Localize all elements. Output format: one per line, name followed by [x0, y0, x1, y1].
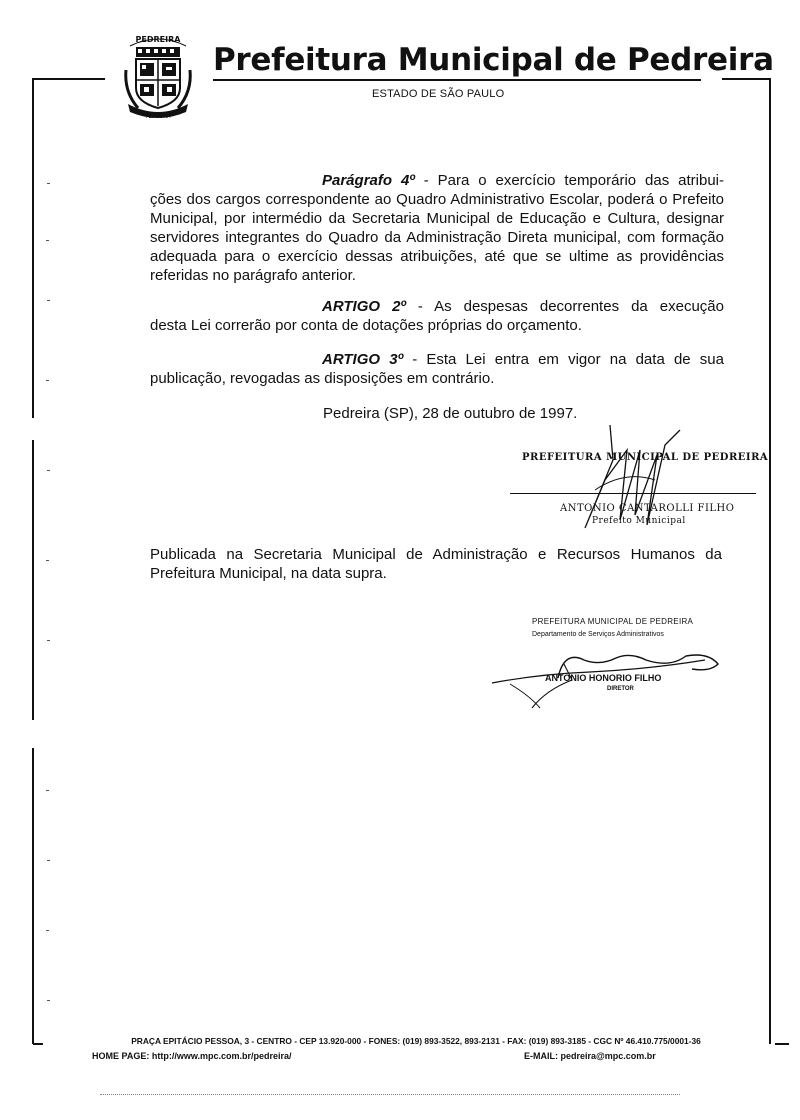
signature-2-name: ANTONIO HONORIO FILHO — [545, 673, 662, 683]
paragraph-4-heading: Parágrafo 4º — [322, 172, 415, 189]
scan-speck — [47, 860, 50, 861]
scan-speck — [47, 183, 50, 184]
article-2 — [150, 297, 724, 335]
scan-speck — [47, 470, 50, 471]
scan-speck — [47, 300, 50, 301]
signature-2-department: Departamento de Serviços Administrativos — [532, 631, 664, 638]
paragraph-4 — [150, 171, 724, 285]
paragraph-4-first-line: - Para o exercício temporário das atribui- — [414, 172, 725, 189]
signature-1-role: Prefeito Municipal — [592, 516, 686, 526]
letterhead-title: Prefeitura Municipal de Pedreira — [213, 42, 774, 78]
scan-speck — [46, 930, 49, 931]
article-3-text: publicação, revogadas as disposições em contrário. — [150, 370, 495, 387]
frame-right-line — [769, 78, 771, 1044]
article-2-heading: ARTIGO 2º — [322, 298, 406, 315]
scan-speck — [47, 1000, 50, 1001]
scan-speck — [46, 240, 49, 241]
municipal-crest-icon — [122, 30, 194, 122]
scan-speck — [46, 790, 49, 791]
scan-speck — [46, 380, 49, 381]
crest-bottom-text: PEDREIRA — [145, 114, 171, 120]
article-2-first-line: - As despesas decorrentes da execução — [405, 298, 724, 315]
publication-note: Publicada na Secretaria Municipal de Administração e Recursos Humanos da Prefeitura Municipal, na data supra. — [150, 546, 722, 582]
frame-left-line-lower — [32, 748, 34, 1044]
scan-speck — [47, 640, 50, 641]
signature-1-name: ANTONIO CANTAROLLI FILHO — [560, 503, 735, 514]
frame-left-line-mid — [32, 440, 34, 720]
article-2-text: desta Lei correrão por conta de dotações próprias do orçamento. — [150, 317, 582, 334]
article-3-heading: ARTIGO 3º — [322, 351, 404, 368]
frame-left-line-upper — [32, 78, 34, 418]
article-3-first-line: - Esta Lei entra em vigor na data de sua — [403, 351, 724, 368]
frame-top-left-line — [33, 78, 105, 80]
footer-homepage: HOME PAGE: http://www.mpc.com.br/pedreira/ — [92, 1051, 292, 1061]
signature-2-role: DIRETOR — [607, 686, 634, 692]
crest-top-text: PEDREIRA — [135, 35, 181, 44]
scan-noise-line — [100, 1094, 680, 1095]
paragraph-4-text: ções dos cargos correspondente ao Quadro Administrativo Escolar, poderá o Prefeito Municipal, por intermédio da Secretaria Municipal de Educação e Cultura, designar servidores integrantes do Quadro da Administração Direta municipal, com formação adequada para o exercício dessas atribuições, até que se ultime as providências referidas no parágrafo anterior. — [150, 191, 724, 284]
scan-speck — [46, 560, 49, 561]
footer-address: PRAÇA EPITÁCIO PESSOA, 3 - CENTRO - CEP 13.920-000 - FONES: (019) 893-3522, 893-2131 - FAX: (019) 893-3185 - CGC Nº 46.410.775/0001-36 — [131, 1036, 701, 1046]
article-3 — [150, 350, 724, 388]
title-underline — [213, 79, 701, 81]
letterhead-subtitle: ESTADO DE SÃO PAULO — [372, 88, 505, 100]
date-line: Pedreira (SP), 28 de outubro de 1997. — [323, 405, 578, 422]
frame-top-right-line — [722, 78, 770, 80]
footer-email: E-MAIL: pedreira@mpc.com.br — [524, 1051, 656, 1061]
signature-2-institution: PREFEITURA MUNICIPAL DE PEDREIRA — [532, 617, 694, 626]
signature-1-handwritten — [565, 420, 695, 535]
frame-bottom-right-tick — [775, 1043, 789, 1045]
signature-1-institution: PREFEITURA MUNICIPAL DE PEDREIRA — [522, 452, 769, 463]
frame-bottom-left-tick — [33, 1043, 43, 1045]
